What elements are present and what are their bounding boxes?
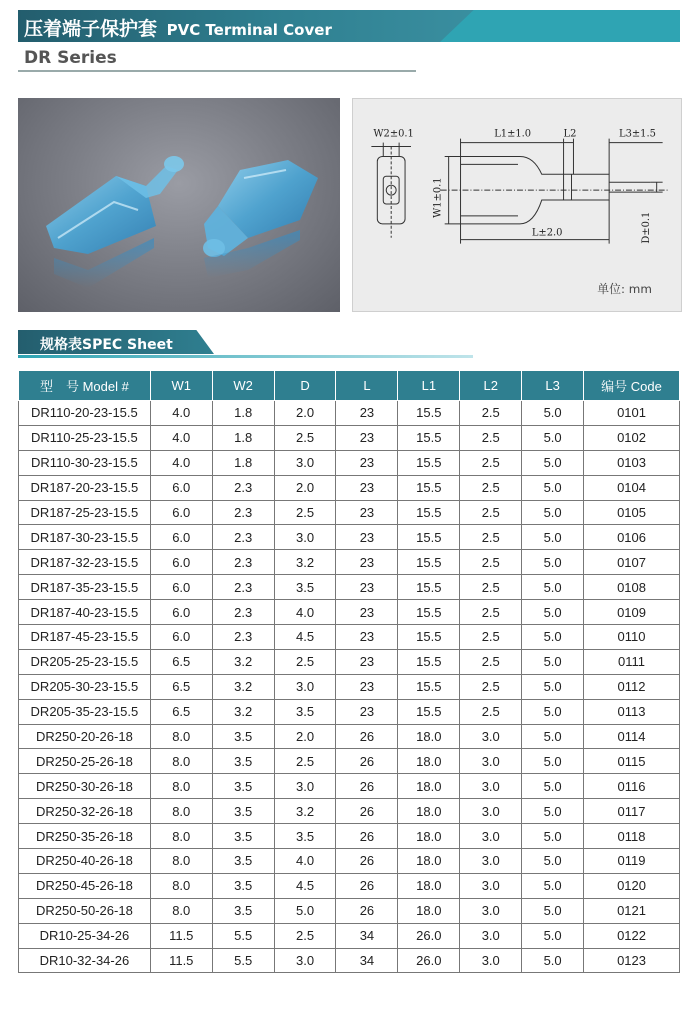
table-row xyxy=(19,724,680,749)
cell-d: 2.5 xyxy=(274,425,336,450)
cell-w1: 8.0 xyxy=(150,873,212,898)
cell-l3: 5.0 xyxy=(522,774,584,799)
col-header-l: L xyxy=(336,371,398,401)
cell-l: 34 xyxy=(336,923,398,948)
col-header-w2: W2 xyxy=(212,371,274,401)
dim-label-l1: L1±1.0 xyxy=(494,128,532,140)
cell-l2: 2.5 xyxy=(460,600,522,625)
cell-d: 3.5 xyxy=(274,824,336,849)
cell-d: 2.5 xyxy=(274,749,336,774)
cell-w2: 1.8 xyxy=(212,401,274,426)
cell-w1: 8.0 xyxy=(150,774,212,799)
cell-l: 23 xyxy=(336,475,398,500)
cell-w1: 6.5 xyxy=(150,674,212,699)
dim-label-d: D±0.1 xyxy=(640,211,652,244)
cell-l: 26 xyxy=(336,824,398,849)
cell-l: 23 xyxy=(336,550,398,575)
cell-model: DR187-35-23-15.5 xyxy=(19,575,151,600)
cell-code: 0118 xyxy=(584,824,680,849)
spec-underline xyxy=(18,355,473,358)
dim-label-w1: W1±0.1 xyxy=(432,177,444,218)
cell-l3: 5.0 xyxy=(522,625,584,650)
cell-code: 0122 xyxy=(584,923,680,948)
cell-l2: 2.5 xyxy=(460,401,522,426)
cell-w1: 6.5 xyxy=(150,699,212,724)
table-row xyxy=(19,450,680,475)
dim-label-l2: L2 xyxy=(563,128,577,140)
cell-l3: 5.0 xyxy=(522,575,584,600)
cell-code: 0112 xyxy=(584,674,680,699)
cell-w2: 5.5 xyxy=(212,948,274,973)
cell-d: 3.0 xyxy=(274,774,336,799)
cell-code: 0116 xyxy=(584,774,680,799)
cell-w2: 3.2 xyxy=(212,649,274,674)
cell-w2: 2.3 xyxy=(212,550,274,575)
cell-model: DR110-25-23-15.5 xyxy=(19,425,151,450)
series-underline xyxy=(18,70,416,72)
cell-w2: 3.5 xyxy=(212,724,274,749)
cell-model: DR187-30-23-15.5 xyxy=(19,525,151,550)
cell-w1: 6.0 xyxy=(150,550,212,575)
cell-d: 3.0 xyxy=(274,948,336,973)
cell-w1: 11.5 xyxy=(150,948,212,973)
cell-l2: 2.5 xyxy=(460,699,522,724)
cell-d: 2.0 xyxy=(274,724,336,749)
cell-d: 3.0 xyxy=(274,525,336,550)
col-header-l1: L1 xyxy=(398,371,460,401)
col-header-w1: W1 xyxy=(150,371,212,401)
cell-model: DR250-30-26-18 xyxy=(19,774,151,799)
cell-code: 0115 xyxy=(584,749,680,774)
table-row xyxy=(19,600,680,625)
cell-l1: 15.5 xyxy=(398,425,460,450)
cell-w2: 2.3 xyxy=(212,575,274,600)
cell-l3: 5.0 xyxy=(522,824,584,849)
table-row xyxy=(19,849,680,874)
dimension-drawing xyxy=(353,99,681,311)
cell-l1: 26.0 xyxy=(398,948,460,973)
cell-l2: 3.0 xyxy=(460,873,522,898)
table-row xyxy=(19,401,680,426)
spec-title: 规格表SPEC Sheet xyxy=(40,337,173,353)
cell-d: 4.0 xyxy=(274,600,336,625)
cell-code: 0107 xyxy=(584,550,680,575)
cell-l: 26 xyxy=(336,774,398,799)
table-row xyxy=(19,774,680,799)
cell-l: 23 xyxy=(336,625,398,650)
cell-l: 23 xyxy=(336,425,398,450)
col-header-model: 型 号 Model # xyxy=(19,371,151,401)
cell-l: 26 xyxy=(336,898,398,923)
cell-l1: 18.0 xyxy=(398,749,460,774)
terminal-cover-right xyxy=(203,160,318,278)
cell-l: 26 xyxy=(336,724,398,749)
cell-l3: 5.0 xyxy=(522,649,584,674)
cell-l3: 5.0 xyxy=(522,674,584,699)
table-row xyxy=(19,898,680,923)
table-row xyxy=(19,500,680,525)
cell-l2: 2.5 xyxy=(460,450,522,475)
cell-code: 0114 xyxy=(584,724,680,749)
dim-label-l: L±2.0 xyxy=(531,227,563,239)
cell-l2: 2.5 xyxy=(460,500,522,525)
col-header-l2: L2 xyxy=(460,371,522,401)
cell-code: 0120 xyxy=(584,873,680,898)
dim-label-l3: L3±1.5 xyxy=(619,128,656,140)
cell-w1: 11.5 xyxy=(150,923,212,948)
table-row xyxy=(19,550,680,575)
cell-l2: 2.5 xyxy=(460,625,522,650)
cell-code: 0110 xyxy=(584,625,680,650)
cell-code: 0106 xyxy=(584,525,680,550)
title-cn: 压着端子保护套 xyxy=(24,18,158,40)
cell-w1: 6.0 xyxy=(150,500,212,525)
cell-l2: 2.5 xyxy=(460,525,522,550)
cell-w1: 6.0 xyxy=(150,525,212,550)
table-body xyxy=(19,401,680,973)
cell-l2: 3.0 xyxy=(460,774,522,799)
cell-model: DR10-32-34-26 xyxy=(19,948,151,973)
product-illustration xyxy=(18,98,340,312)
cell-d: 2.5 xyxy=(274,500,336,525)
cell-model: DR187-40-23-15.5 xyxy=(19,600,151,625)
cell-model: DR187-32-23-15.5 xyxy=(19,550,151,575)
cell-l3: 5.0 xyxy=(522,600,584,625)
table-row xyxy=(19,824,680,849)
front-view xyxy=(371,143,411,238)
cell-w2: 3.5 xyxy=(212,898,274,923)
cell-l: 26 xyxy=(336,799,398,824)
cell-code: 0119 xyxy=(584,849,680,874)
cell-l1: 15.5 xyxy=(398,575,460,600)
cell-l2: 3.0 xyxy=(460,824,522,849)
table-row xyxy=(19,475,680,500)
cell-l3: 5.0 xyxy=(522,923,584,948)
cell-l3: 5.0 xyxy=(522,948,584,973)
cell-w1: 6.0 xyxy=(150,475,212,500)
cell-l1: 15.5 xyxy=(398,500,460,525)
table-row xyxy=(19,525,680,550)
title-en: PVC Terminal Cover xyxy=(166,21,332,39)
cell-d: 2.5 xyxy=(274,649,336,674)
cell-w2: 2.3 xyxy=(212,625,274,650)
cell-model: DR10-25-34-26 xyxy=(19,923,151,948)
cell-l3: 5.0 xyxy=(522,550,584,575)
cell-l: 23 xyxy=(336,575,398,600)
cell-l: 23 xyxy=(336,699,398,724)
cell-l1: 15.5 xyxy=(398,525,460,550)
cell-w1: 4.0 xyxy=(150,450,212,475)
cell-l: 23 xyxy=(336,401,398,426)
cell-d: 4.5 xyxy=(274,873,336,898)
cell-l1: 15.5 xyxy=(398,699,460,724)
cell-code: 0104 xyxy=(584,475,680,500)
table-row xyxy=(19,799,680,824)
cell-w1: 8.0 xyxy=(150,749,212,774)
product-photo xyxy=(18,98,340,312)
table-row xyxy=(19,425,680,450)
cell-w2: 3.5 xyxy=(212,824,274,849)
terminal-cover-left xyxy=(46,156,184,288)
cell-l1: 26.0 xyxy=(398,923,460,948)
table-header-row xyxy=(19,371,680,401)
cell-d: 2.0 xyxy=(274,475,336,500)
table-row xyxy=(19,873,680,898)
cell-d: 2.0 xyxy=(274,401,336,426)
cell-l: 26 xyxy=(336,873,398,898)
table-row xyxy=(19,575,680,600)
cell-l3: 5.0 xyxy=(522,500,584,525)
cell-w2: 2.3 xyxy=(212,525,274,550)
cell-code: 0108 xyxy=(584,575,680,600)
cell-l3: 5.0 xyxy=(522,401,584,426)
cell-l2: 3.0 xyxy=(460,724,522,749)
cell-w2: 2.3 xyxy=(212,500,274,525)
cell-w1: 6.0 xyxy=(150,575,212,600)
col-header-l3: L3 xyxy=(522,371,584,401)
table-row xyxy=(19,699,680,724)
cell-model: DR250-50-26-18 xyxy=(19,898,151,923)
cell-l2: 2.5 xyxy=(460,575,522,600)
cell-l2: 2.5 xyxy=(460,649,522,674)
cell-l3: 5.0 xyxy=(522,749,584,774)
cell-code: 0117 xyxy=(584,799,680,824)
cell-model: DR250-45-26-18 xyxy=(19,873,151,898)
cell-d: 5.0 xyxy=(274,898,336,923)
cell-l3: 5.0 xyxy=(522,849,584,874)
table-row xyxy=(19,649,680,674)
table-row xyxy=(19,625,680,650)
cell-model: DR187-20-23-15.5 xyxy=(19,475,151,500)
cell-model: DR250-25-26-18 xyxy=(19,749,151,774)
cell-l3: 5.0 xyxy=(522,425,584,450)
cell-w2: 3.5 xyxy=(212,849,274,874)
cell-l2: 3.0 xyxy=(460,849,522,874)
cell-l3: 5.0 xyxy=(522,475,584,500)
cell-code: 0123 xyxy=(584,948,680,973)
cell-w2: 1.8 xyxy=(212,425,274,450)
cell-l2: 3.0 xyxy=(460,948,522,973)
cell-l2: 2.5 xyxy=(460,550,522,575)
cell-l: 23 xyxy=(336,450,398,475)
cell-d: 3.5 xyxy=(274,575,336,600)
table-row xyxy=(19,749,680,774)
cell-code: 0102 xyxy=(584,425,680,450)
cell-w2: 5.5 xyxy=(212,923,274,948)
cell-model: DR205-35-23-15.5 xyxy=(19,699,151,724)
cell-l: 23 xyxy=(336,500,398,525)
cell-l3: 5.0 xyxy=(522,724,584,749)
cell-d: 3.2 xyxy=(274,799,336,824)
cell-w2: 3.5 xyxy=(212,799,274,824)
cell-w1: 4.0 xyxy=(150,401,212,426)
cell-w2: 3.5 xyxy=(212,774,274,799)
cell-l1: 15.5 xyxy=(398,625,460,650)
cell-l3: 5.0 xyxy=(522,873,584,898)
cell-l2: 3.0 xyxy=(460,799,522,824)
cell-code: 0105 xyxy=(584,500,680,525)
cell-code: 0111 xyxy=(584,649,680,674)
cell-l1: 18.0 xyxy=(398,774,460,799)
cell-d: 4.5 xyxy=(274,625,336,650)
cell-l1: 15.5 xyxy=(398,674,460,699)
cell-w1: 6.0 xyxy=(150,625,212,650)
page-title xyxy=(24,14,332,41)
cell-l2: 3.0 xyxy=(460,749,522,774)
cell-w1: 8.0 xyxy=(150,898,212,923)
cell-w2: 1.8 xyxy=(212,450,274,475)
cell-l: 26 xyxy=(336,849,398,874)
cell-model: DR110-30-23-15.5 xyxy=(19,450,151,475)
cell-w2: 2.3 xyxy=(212,600,274,625)
cell-w1: 4.0 xyxy=(150,425,212,450)
cell-l: 23 xyxy=(336,674,398,699)
cell-l3: 5.0 xyxy=(522,898,584,923)
unit-label: 单位: mm xyxy=(597,282,652,297)
cell-l1: 18.0 xyxy=(398,849,460,874)
series-label: DR Series xyxy=(24,48,117,68)
table-row xyxy=(19,674,680,699)
cell-l2: 2.5 xyxy=(460,674,522,699)
cell-l1: 18.0 xyxy=(398,898,460,923)
cell-l2: 2.5 xyxy=(460,475,522,500)
cell-l: 23 xyxy=(336,525,398,550)
cell-l2: 3.0 xyxy=(460,898,522,923)
cell-model: DR187-45-23-15.5 xyxy=(19,625,151,650)
cell-w1: 6.0 xyxy=(150,600,212,625)
cell-code: 0101 xyxy=(584,401,680,426)
dim-label-w2: W2±0.1 xyxy=(373,128,414,140)
cell-l1: 15.5 xyxy=(398,550,460,575)
cell-l1: 15.5 xyxy=(398,600,460,625)
table-row xyxy=(19,923,680,948)
cell-w2: 3.2 xyxy=(212,674,274,699)
cell-d: 3.5 xyxy=(274,699,336,724)
cell-w1: 6.5 xyxy=(150,649,212,674)
cell-l1: 18.0 xyxy=(398,824,460,849)
cell-d: 4.0 xyxy=(274,849,336,874)
cell-l1: 18.0 xyxy=(398,799,460,824)
cell-d: 3.0 xyxy=(274,450,336,475)
cell-l1: 15.5 xyxy=(398,649,460,674)
cell-l: 23 xyxy=(336,600,398,625)
col-header-d: D xyxy=(274,371,336,401)
spec-table xyxy=(18,370,680,973)
header-accent xyxy=(440,10,680,42)
cell-l3: 5.0 xyxy=(522,525,584,550)
cell-model: DR205-25-23-15.5 xyxy=(19,649,151,674)
cell-l1: 15.5 xyxy=(398,450,460,475)
table-row xyxy=(19,948,680,973)
cell-model: DR110-20-23-15.5 xyxy=(19,401,151,426)
cell-d: 3.0 xyxy=(274,674,336,699)
cell-code: 0103 xyxy=(584,450,680,475)
cell-l3: 5.0 xyxy=(522,699,584,724)
col-header-code: 编号 Code xyxy=(584,371,680,401)
cell-l2: 2.5 xyxy=(460,425,522,450)
cell-model: DR250-35-26-18 xyxy=(19,824,151,849)
cell-l3: 5.0 xyxy=(522,450,584,475)
cell-l3: 5.0 xyxy=(522,799,584,824)
cell-l2: 3.0 xyxy=(460,923,522,948)
cell-d: 3.2 xyxy=(274,550,336,575)
cell-w1: 8.0 xyxy=(150,724,212,749)
cell-l: 23 xyxy=(336,649,398,674)
cell-code: 0109 xyxy=(584,600,680,625)
cell-code: 0113 xyxy=(584,699,680,724)
cell-l1: 18.0 xyxy=(398,724,460,749)
cell-l1: 15.5 xyxy=(398,401,460,426)
cell-w2: 3.5 xyxy=(212,749,274,774)
cell-w2: 3.2 xyxy=(212,699,274,724)
cell-l1: 18.0 xyxy=(398,873,460,898)
cell-w2: 3.5 xyxy=(212,873,274,898)
cell-w1: 8.0 xyxy=(150,849,212,874)
cell-l1: 15.5 xyxy=(398,475,460,500)
cell-l: 26 xyxy=(336,749,398,774)
cell-w2: 2.3 xyxy=(212,475,274,500)
cell-d: 2.5 xyxy=(274,923,336,948)
cell-model: DR250-20-26-18 xyxy=(19,724,151,749)
cell-model: DR250-32-26-18 xyxy=(19,799,151,824)
cell-model: DR205-30-23-15.5 xyxy=(19,674,151,699)
cell-w1: 8.0 xyxy=(150,799,212,824)
cell-l: 34 xyxy=(336,948,398,973)
cell-w1: 8.0 xyxy=(150,824,212,849)
dimension-diagram xyxy=(352,98,682,312)
cell-model: DR187-25-23-15.5 xyxy=(19,500,151,525)
cell-model: DR250-40-26-18 xyxy=(19,849,151,874)
cell-code: 0121 xyxy=(584,898,680,923)
